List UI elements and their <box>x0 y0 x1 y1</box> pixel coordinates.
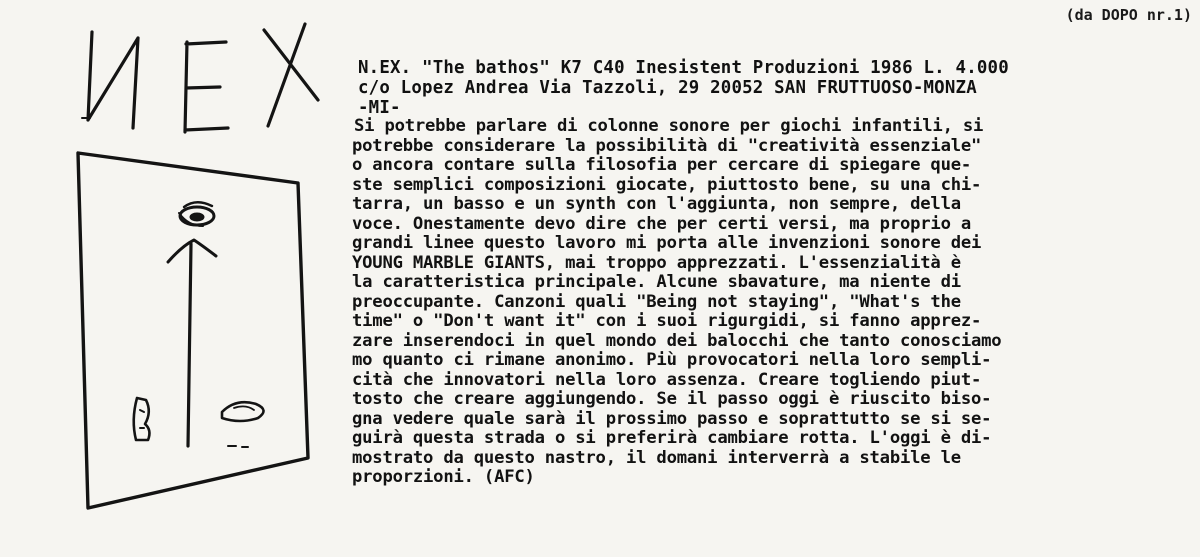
review-article <box>352 58 1192 548</box>
source-note: (da DOPO nr.1) <box>1065 6 1192 24</box>
header-line: -MI- <box>358 98 401 118</box>
body-line: Si potrebbe parlare di colonne sonore per giochi infantili, si <box>354 116 984 136</box>
nex-logo <box>82 24 318 132</box>
body-line: YOUNG MARBLE GIANTS, mai troppo apprezzati. L'essenzialità è <box>352 252 961 273</box>
body-line: ste semplici composizioni giocate, piuttosto bene, su una chi- <box>352 174 982 195</box>
header-line: N.EX. "The bathos" K7 C40 Inesistent Produzioni 1986 L. 4.000 <box>358 58 1009 78</box>
body-line: gna vedere quale sarà il prossimo passo e soprattutto se si se- <box>352 408 992 429</box>
body-line: tarra, un basso e un synth con l'aggiunta, non sempre, della <box>352 194 961 214</box>
body-line: voce. Onestamente devo dire che per certi versi, ma proprio a <box>352 213 972 234</box>
body-line: o ancora contare sulla filosofia per cercare di spiegare que- <box>352 155 972 175</box>
body-line: tosto che creare aggiungendo. Se il passo oggi è riuscito biso- <box>352 389 992 409</box>
body-line: grandi linee questo lavoro mi porta alle invenzioni sonore dei <box>352 233 982 253</box>
body-line: mo quanto ci rimane anonimo. Più provocatori nella loro sempli- <box>352 350 992 370</box>
body-line: mostrato da questo nastro, il domani interverrà a stabile le <box>352 447 961 468</box>
body-line: cità che innovatori nella loro assenza. Creare togliendo piut- <box>352 369 982 390</box>
body-line: zare inserendoci in quel mondo dei balocchi che tanto conosciamo <box>352 330 1002 351</box>
logo-letter-x <box>264 24 318 126</box>
cover-drawing <box>0 0 340 557</box>
body-line: guirà questa strada o si preferirà cambiare rotta. L'oggi è di- <box>352 428 992 448</box>
logo-letter-n <box>88 32 138 128</box>
hand-drawn-figure-icon <box>134 202 264 447</box>
body-line: potrebbe considerare la possibilità di "creatività essenziale" <box>352 135 982 156</box>
body-line: time" o "Don't want it" con i suoi rigurgidi, si fanno apprez- <box>352 311 982 331</box>
header-line: c/o Lopez Andrea Via Tazzoli, 29 20052 SAN FRUTTUOSO-MONZA <box>358 78 977 98</box>
body-line: preoccupante. Canzoni quali "Being not staying", "What's the <box>352 291 961 312</box>
logo-letter-e <box>185 42 228 132</box>
body-line: proporzioni. (AFC) <box>352 467 535 487</box>
body-line: la caratteristica principale. Alcune sbavature, ma niente di <box>352 272 961 292</box>
